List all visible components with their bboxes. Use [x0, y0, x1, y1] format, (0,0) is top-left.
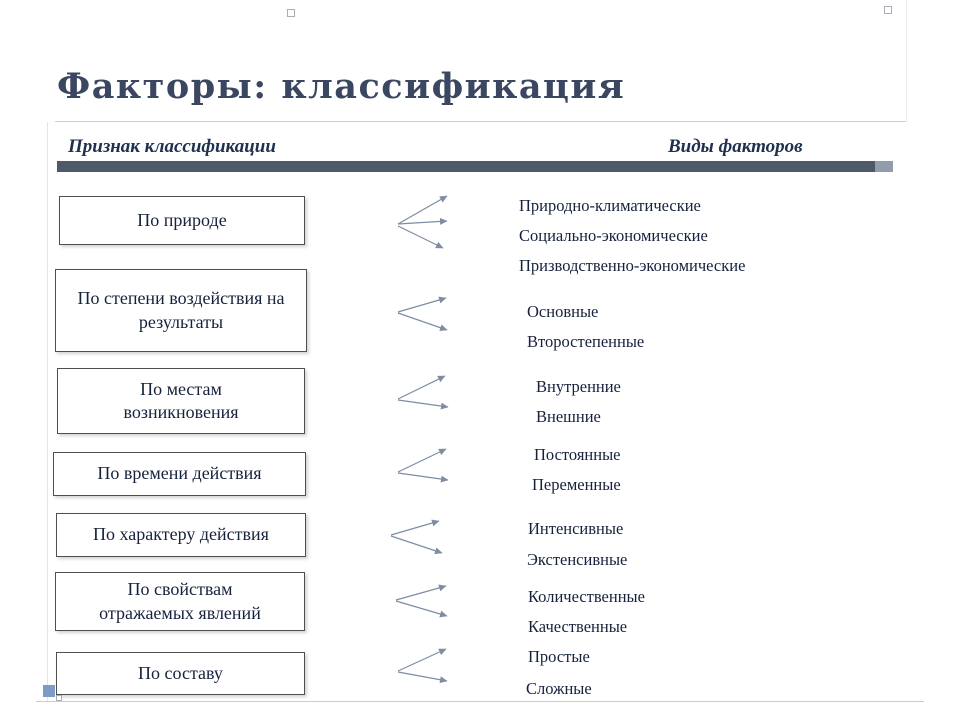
factor-box-po-harakteru-deystviya — [56, 513, 306, 557]
kind-label: Сложные — [526, 679, 592, 698]
arrow — [398, 313, 447, 330]
right-column-header: Виды факторов — [668, 136, 803, 157]
decoration-square-icon — [287, 9, 295, 17]
arrow — [398, 400, 448, 407]
arrow — [396, 601, 447, 616]
factor-box-label: По составу — [138, 662, 223, 683]
left-column-header: Признак классификации — [68, 136, 276, 157]
arrow — [398, 221, 447, 224]
kind-label: Второстепенные — [527, 332, 645, 351]
bottom-line — [36, 701, 924, 702]
arrow — [398, 196, 447, 224]
arrow — [398, 449, 446, 472]
factor-box-po-stepeni-vozdeystviya — [55, 269, 307, 352]
arrow — [398, 226, 443, 248]
kind-label: Количественные — [528, 587, 645, 606]
factor-box-po-prirode — [59, 196, 305, 245]
kind-label: Экстенсивные — [527, 550, 628, 569]
factor-box-label: По местам возникновения — [123, 378, 239, 422]
kind-label: Интенсивные — [528, 519, 624, 538]
factor-box-label: По времени действия — [97, 463, 262, 484]
arrow — [398, 376, 445, 399]
decoration-square-icon — [56, 695, 62, 701]
arrow — [398, 298, 446, 312]
kind-label: Постоянные — [534, 445, 621, 464]
kind-label: Переменные — [532, 475, 621, 494]
divider-bar — [57, 161, 893, 172]
factor-box-po-mestam-vozniknoveniya — [57, 368, 305, 434]
factor-box-po-sostavu — [56, 652, 305, 695]
arrow — [396, 586, 446, 600]
title-underline — [55, 121, 906, 122]
arrow — [391, 521, 439, 535]
factor-box-label: По характеру действия — [93, 524, 269, 545]
factor-box-label: По природе — [137, 209, 227, 230]
factor-box-label: По степени воздействия на результаты — [77, 288, 285, 332]
arrow — [398, 649, 446, 671]
decoration-vertical-line — [906, 0, 907, 122]
kind-label: Простые — [528, 647, 590, 666]
kind-label: Призводственно-экономические — [519, 256, 746, 275]
arrow — [391, 536, 442, 553]
arrow — [398, 473, 448, 480]
kind-label: Качественные — [528, 617, 628, 636]
factor-box-label: По свойствам отражаемых явлений — [99, 579, 261, 623]
decoration-vertical-line — [47, 122, 48, 701]
kind-label: Основные — [527, 302, 599, 321]
kind-label: Социально-экономические — [519, 226, 708, 245]
decoration-square-icon — [884, 6, 892, 14]
slide-title: Факторы: классификация — [57, 66, 626, 107]
kind-label: Внутренние — [536, 377, 621, 396]
factor-box-po-vremeni-deystviya — [53, 452, 306, 496]
kind-label: Внешние — [536, 407, 601, 426]
factor-box-po-svoystvam-yavleniy — [55, 572, 305, 631]
arrow — [398, 672, 447, 681]
kind-label: Природно-климатические — [519, 196, 701, 215]
accent-square-icon — [43, 685, 55, 697]
